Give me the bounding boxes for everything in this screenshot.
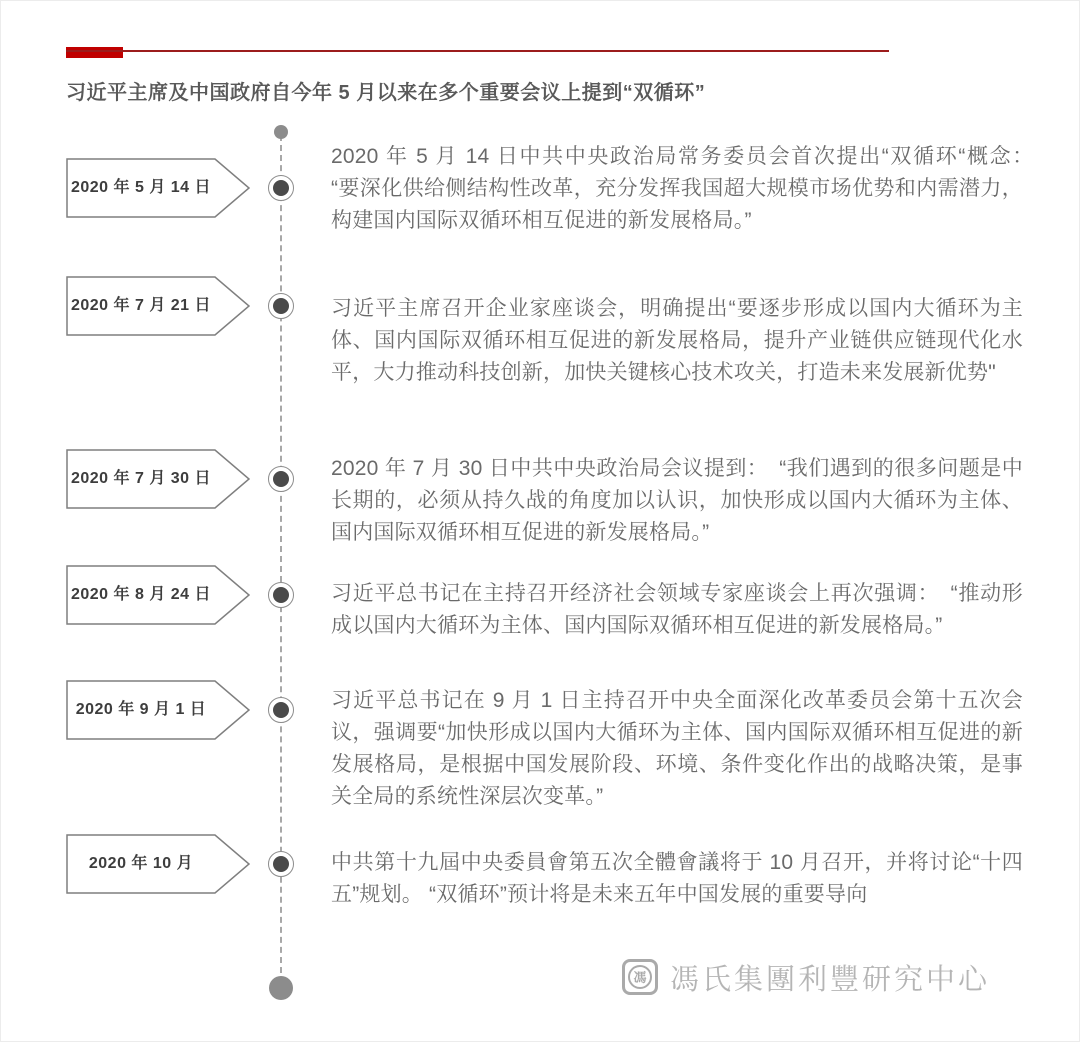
timeline-end-dot-icon xyxy=(269,976,293,1000)
date-label: 2020 年 8 月 24 日 xyxy=(70,586,212,603)
timeline-node-icon xyxy=(268,466,294,492)
date-label: 2020 年 5 月 14 日 xyxy=(70,179,212,196)
date-label: 2020 年 7 月 30 日 xyxy=(70,470,212,487)
footer-logo xyxy=(622,957,990,997)
date-box xyxy=(66,276,250,336)
footer-logo-text: 馮氏集團利豐研究中心 xyxy=(670,963,991,996)
timeline-node-icon xyxy=(268,582,294,608)
date-box xyxy=(66,680,250,740)
timeline-node-inner-dot xyxy=(273,856,289,872)
event-text: 习近平总书记在主持召开经济社会领域专家座谈会上再次强调： “推动形成以国内大循环为主体、国内国际双循环相互促进的新发展格局。” xyxy=(331,582,1023,637)
date-label: 2020 年 10 月 xyxy=(88,855,194,872)
event-text: 2020 年 7 月 30 日中共中央政治局会议提到： “我们遇到的很多问题是中长期的，必须从持久战的角度加以认识，加快形成以国内大循环为主体、国内国际双循环相互促进的新发展格局。” xyxy=(331,457,1023,544)
accent-line xyxy=(66,50,889,52)
timeline-node-inner-dot xyxy=(273,471,289,487)
timeline-node-inner-dot xyxy=(273,180,289,196)
timeline-node-inner-dot xyxy=(273,298,289,314)
event-text: 2020 年 5 月 14 日中共中央政治局常务委员会首次提出“双循环“概念： “要深化供给侧结构性改革，充分发挥我国超大规模市场优势和内需潜力，构建国内国际双循环相互促进的新发展格局。” xyxy=(331,145,1045,232)
date-box xyxy=(66,449,250,509)
page-title: 习近平主席及中国政府自今年 5 月以来在多个重要会议上提到“双循环” xyxy=(66,82,706,104)
timeline-node-icon xyxy=(268,851,294,877)
timeline-node-inner-dot xyxy=(273,702,289,718)
event-text: 习近平主席召开企业家座谈会，明确提出“要逐步形成以国内大循环为主体、国内国际双循环相互促进的新发展格局，提升产业链供应链现代化水平，大力推动科技创新，加快关键核心技术攻关，打造未来发展新优势" xyxy=(331,297,1023,384)
timeline-node-icon xyxy=(268,175,294,201)
seal-glyph: 馮 xyxy=(628,965,652,989)
date-box xyxy=(66,834,250,894)
date-label: 2020 年 7 月 21 日 xyxy=(70,297,212,314)
accent-block xyxy=(66,47,123,58)
date-label: 2020 年 9 月 1 日 xyxy=(75,701,207,718)
date-box xyxy=(66,565,250,625)
timeline-start-dot-icon xyxy=(274,125,288,139)
timeline-node-inner-dot xyxy=(273,587,289,603)
event-text: 习近平总书记在 9 月 1 日主持召开中央全面深化改革委员会第十五次会议，强调要“加快形成以国内大循环为主体、国内国际双循环相互促进的新发展格局，是根据中国发展阶段、环境、条件变化作出的战略决策，是事关全局的系统性深层次变革。” xyxy=(331,689,1023,808)
timeline-node-icon xyxy=(268,697,294,723)
seal-icon xyxy=(622,959,658,995)
event-text: 中共第十九屆中央委員會第五次全體會議将于 10 月召开，并将讨论“十四五”规划。 “双循环”预计将是未来五年中国发展的重要导向 xyxy=(331,851,1023,906)
date-box xyxy=(66,158,250,218)
timeline-node-icon xyxy=(268,293,294,319)
